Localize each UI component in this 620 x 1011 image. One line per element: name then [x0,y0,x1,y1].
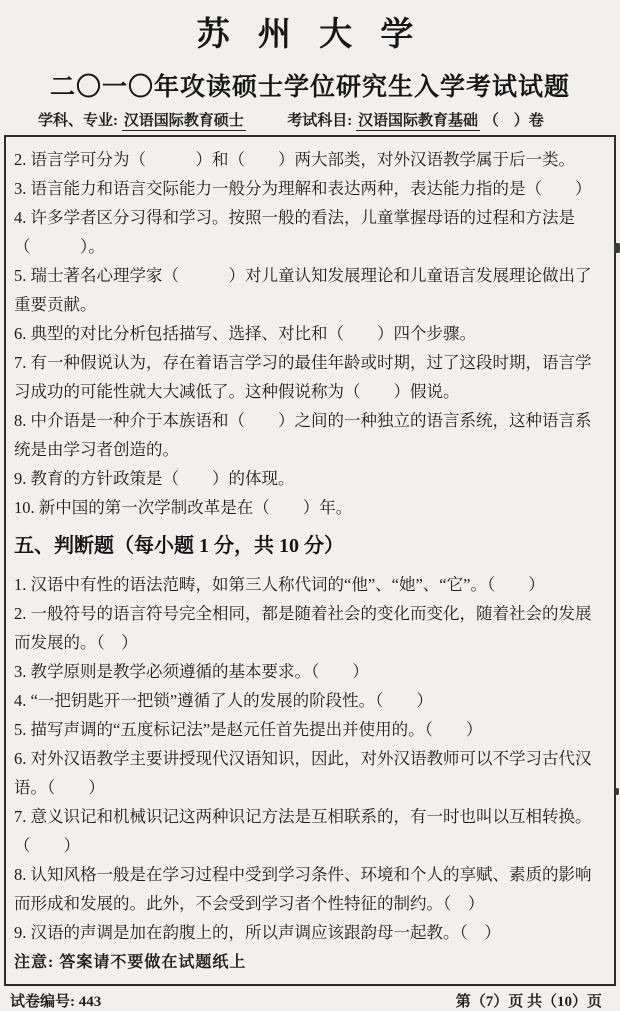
course-value: 汉语国际教育基础 [358,113,479,129]
course-label: 考试科目: [287,113,353,129]
question-judge-9: 9. 汉语的声调是加在韵腹上的，所以声调应该跟韵母一起教。（ ） [14,923,501,942]
question-judge-7: 7. 意义识记和机械识记这两种识记方法是互相联系的，有一时也叫以互相转换。（ ） [14,807,592,855]
volume-suffix: （ ）卷 [483,113,544,129]
question-judge-5: 5. 描写声调的“五度标记法”是赵元任首先提出并使用的。（ ） [14,720,483,739]
question-judge-3: 3. 教学原则是教学必须遵循的基本要求。（ ） [14,662,369,681]
question-fill-2: 2. 语言学可分为（ ）和（ ）两大部类，对外汉语教学属于后一类。 [14,150,575,169]
answer-sheet-note: 注意: 答案请不要做在试题纸上 [14,954,247,971]
question-fill-10: 10. 新中国的第一次学制改革是在（ ）年。 [14,498,353,517]
exam-title: 二〇一〇年攻读硕士学位研究生入学考试试题 [49,74,570,101]
question-judge-6: 6. 对外汉语教学主要讲授现代汉语知识，因此，对外汉语教师可以不学习古代汉语。（ ） [14,749,592,797]
page-info: 第（7）页 共（10）页 [455,994,602,1010]
question-box [4,135,616,986]
question-fill-3: 3. 语言能力和语言交际能力一般分为理解和表达两种，表达能力指的是（ ） [14,179,592,198]
question-judge-2: 2. 一般符号的语言符号完全相同，都是随着社会的变化而变化，随着社会的发展而发展的。（ ） [14,604,592,652]
section-five-heading: 五、判断题（每小题 1 分，共 10 分） [14,535,344,557]
university-title: 苏 州 大 学 [196,17,424,53]
question-fill-6: 6. 典型的对比分析包括描写、选择、对比和（ ）四个步骤。 [14,324,476,343]
question-fill-9: 9. 教育的方针政策是（ ）的体现。 [14,469,295,488]
question-fill-4: 4. 许多学者区分习得和学习。按照一般的看法，儿童掌握母语的过程和方法是（ ）。 [14,208,575,256]
question-judge-1: 1. 汉语中有性的语法范畴，如第三人称代词的“他”、“她”、“它”。（ ） [14,575,545,594]
scan-artifact [615,788,619,795]
paper-header [4,8,616,133]
meta-line [4,107,616,133]
subject-value: 汉语国际教育硕士 [123,113,244,129]
question-judge-8: 8. 认知风格一般是在学习过程中受到学习条件、环境和个人的享赋、素质的影响而形成和发展的。此外，不会受到学习者个性特征的制约。（ ） [14,865,592,913]
question-fill-7: 7. 有一种假说认为，存在着语言学习的最佳年龄或时期，过了这段时期，语言学习成功的可能性就大大减低了。这种假说称为（ ）假说。 [14,353,592,401]
page-footer [4,986,616,1011]
scan-artifact [614,243,620,253]
question-fill-5: 5. 瑞士著名心理学家（ ）对儿童认知发展理论和儿童语言发展理论做出了重要贡献。 [14,266,592,314]
subject-label: 学科、专业: [38,113,118,129]
paper-number: 试卷编号: 443 [10,994,102,1010]
question-judge-4: 4. “一把钥匙开一把锁”遵循了人的发展的阶段性。（ ） [14,691,433,710]
question-fill-8: 8. 中介语是一种介于本族语和（ ）之间的一种独立的语言系统，这种语言系统是由学习者创造的。 [14,411,592,459]
